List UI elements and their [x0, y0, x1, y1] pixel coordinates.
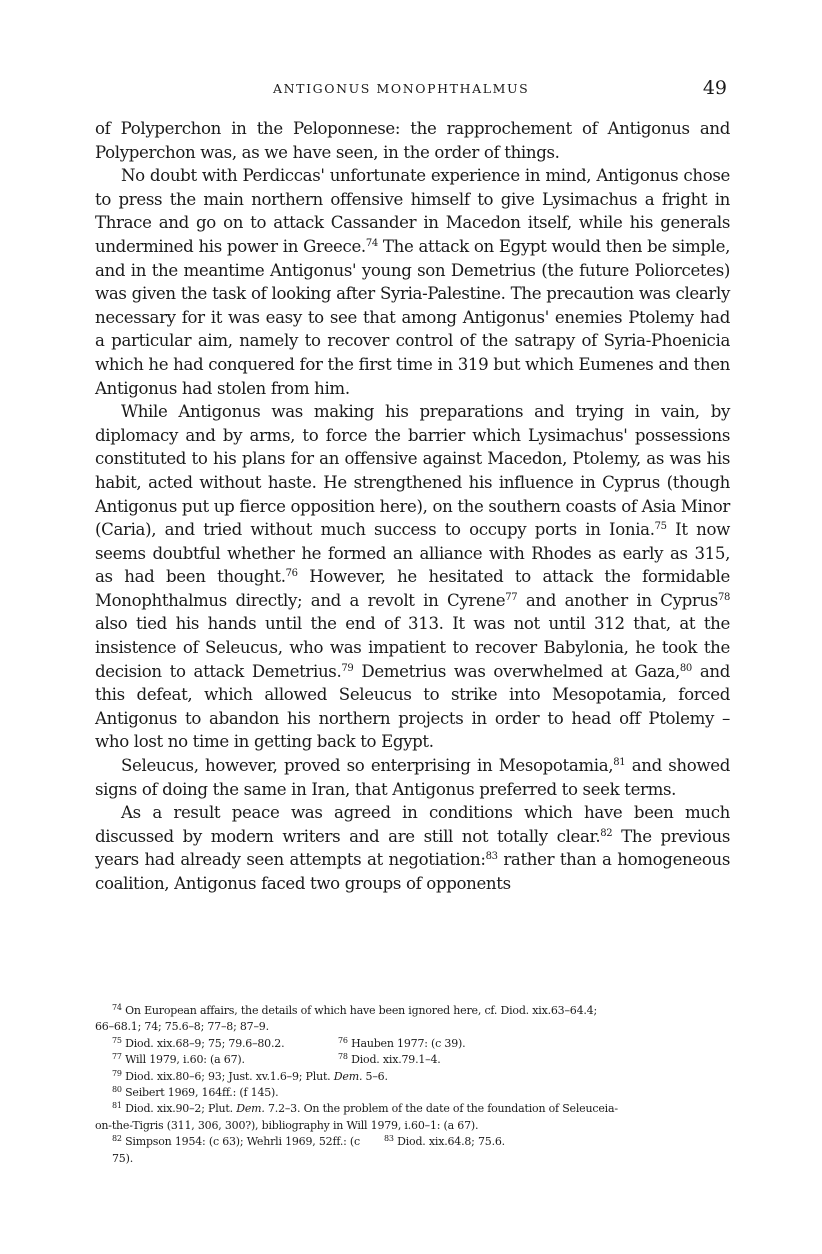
footnote-ref-80[interactable]: 80 — [679, 662, 692, 674]
footnote-77: $^{77}$ Will 1979, i.60: (a 67). — [112, 1052, 245, 1067]
paragraph-3: While Antigonus was making his preparations and trying in vain, by diplomacy and by arms, to force the barrier which Lysimachus' possessions constituted to his plans for an offensive against Macedon, Ptolemy, as was his habit, acted without haste. He strengthened his influence in Cyprus (though Antigonus put up fierce opposition here), on the southern coasts of Asia Minor (Caria), and tried without much success to occupy ports in Ionia.$^{75}$ It now seems doubtful whether he formed an alliance with Rhodes as early as 315, as had been thought.$^{76}$ However, he hesitated to attack the formidable Monophthalmus directly; and a revolt in Cyrene$^{77}$ and another in Cyprus$^{78}$ also tied his hands until the end of 313. It was not until 312 that, at the insistence of Seleucus, who was impatient to recover Babylonia, he took the decision to attack Demetrius.$^{79}$ Demetrius was overwhelmed at Gaza,$^{80}$ and this defeat, which allowed Seleucus to strike into Mesopotamia, forced Antigonus to abandon his northern projects in order to head off Ptolemy – who lost no time in getting back to Egypt. — [95, 402, 730, 752]
footnote-ref-75[interactable]: 75 — [654, 521, 667, 533]
footnote-81: $^{81}$ Diod. xix.90–2; Plut. Dem. 7.2–3. On the problem of the date of the foundation of Seleuceia- — [112, 1101, 618, 1116]
footnote-ref-79[interactable]: 79 — [341, 662, 354, 674]
footnote-row — [95, 1134, 730, 1167]
page-number: 49 — [702, 77, 727, 99]
footnote-ref-83[interactable]: 83 — [485, 851, 498, 863]
footnote-number: 82 — [112, 1134, 122, 1144]
footnote-number: 83 — [384, 1134, 394, 1144]
paragraph-4: Seleucus, however, proved so enterprising in Mesopotamia,$^{81}$ and showed signs of doing the same in Iran, that Antigonus preferred to seek terms. — [95, 756, 731, 799]
footnote-79: $^{79}$ Diod. xix.80–6; 93; Just. xv.1.6–9; Plut. Dem. 5–6. — [112, 1068, 388, 1083]
footnote-74: $^{74}$ On European affairs, the details of which have been ignored here, cf. Diod. xix.63–64.4; — [112, 1003, 597, 1017]
footnote-number: 78 — [338, 1052, 348, 1062]
footnote-ref-77[interactable]: 77 — [505, 591, 518, 603]
footnote-number: 81 — [112, 1101, 122, 1111]
footnotes — [95, 1003, 730, 1167]
footnote-ref-82[interactable]: 82 — [600, 827, 613, 839]
footnote-ref-74[interactable]: 74 — [365, 237, 378, 249]
footnote-row — [95, 1052, 730, 1068]
footnote-ref-76[interactable]: 76 — [285, 568, 298, 580]
footnote-number: 79 — [112, 1068, 122, 1078]
footnote-82: $^{82}$ Simpson 1954: (c 63); Wehrli 1969, 52ff.: (c 75). — [112, 1134, 360, 1165]
footnote-row — [95, 1036, 730, 1052]
footnote-76: $^{76}$ Hauben 1977: (c 39). — [338, 1035, 466, 1050]
running-title: ANTIGONUS MONOPHTHALMUS — [273, 81, 530, 96]
footnote-83: $^{83}$ Diod. xix.64.8; 75.6. — [384, 1134, 505, 1149]
paragraph-2: No doubt with Perdiccas' unfortunate experience in mind, Antigonus chose to press the main northern offensive himself to give Lysimachus a fright in Thrace and go on to attack Cassander in Macedon itself, while his generals undermined his power in Greece.$^{74}$ The attack on Egypt would then be simple, and in the meantime Antigonus' young son Demetrius (the future Poliorcetes) was given the task of looking after Syria-Palestine. The precaution was clearly necessary for it was easy to see that among Antigonus' enemies Ptolemy had a particular aim, namely to recover control of the satrapy of Syria-Phoenicia which he had conquered for the first time in 319 but which Eumenes and then Antigonus had stolen from him. — [95, 166, 730, 398]
paragraph-1: of Polyperchon in the Peloponnese: the rapprochement of Antigonus and Polyperchon was, as we have seen, in the order of things. — [95, 119, 730, 162]
footnote-78: $^{78}$ Diod. xix.79.1–4. — [338, 1052, 441, 1067]
footnote-number: 74 — [112, 1003, 122, 1012]
footnote-ref-81[interactable]: 81 — [613, 757, 626, 769]
paragraph-5: As a result peace was agreed in conditions which have been much discussed by modern writers and are still not totally clear.$^{82}$ The previous years had already seen attempts at negotiation:$^{83}$ rather than a homogeneous coalition, Antigonus faced two groups of opponents — [95, 803, 730, 893]
main-text — [95, 117, 730, 896]
footnote-number: 75 — [112, 1035, 122, 1045]
footnote-ref-78[interactable]: 78 — [717, 591, 730, 603]
footnote-74-continued: 66–68.1; 74; 75.6–8; 77–8; 87–9. — [95, 1020, 269, 1034]
running-header — [95, 79, 730, 103]
footnote-75: $^{75}$ Diod. xix.68–9; 75; 79.6–80.2. — [112, 1035, 285, 1050]
footnote-number: 76 — [338, 1035, 348, 1045]
footnote-81-continued: on-the-Tigris (311, 306, 300?), bibliography in Will 1979, i.60–1: (a 67). — [95, 1118, 479, 1132]
footnote-80: $^{80}$ Seibert 1969, 164ff.: (f 145). — [112, 1085, 279, 1100]
footnote-number: 77 — [112, 1052, 122, 1062]
footnote-number: 80 — [112, 1085, 122, 1095]
